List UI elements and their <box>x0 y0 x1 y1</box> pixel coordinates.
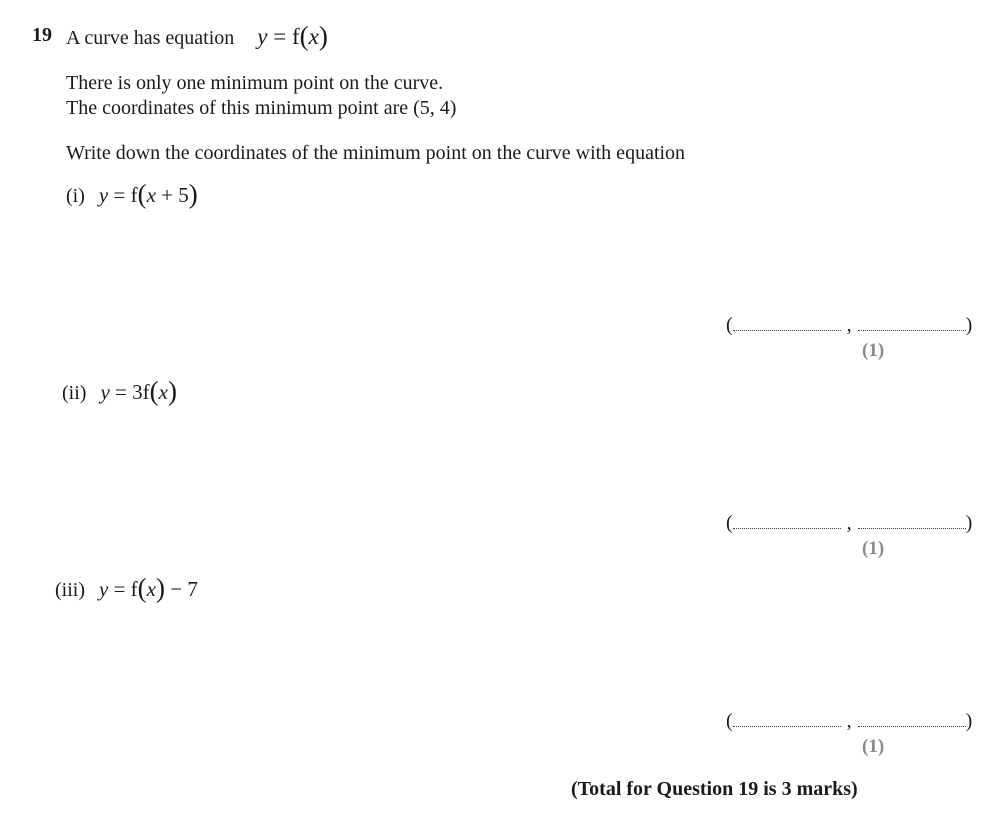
question-intro <box>66 21 328 51</box>
x-coordinate-blank[interactable] <box>733 318 841 331</box>
x-coordinate-blank[interactable] <box>733 714 841 727</box>
y-coordinate-blank[interactable] <box>858 318 966 331</box>
part-label: (iii) <box>55 579 85 601</box>
y-coordinate-blank[interactable] <box>858 714 966 727</box>
part-iii-marks: (1) <box>862 736 885 757</box>
part-i-marks: (1) <box>862 340 885 361</box>
question-number: 19 <box>32 24 52 46</box>
instruction-text: Write down the coordinates of the minimum point on the curve with equation <box>66 142 686 164</box>
part-i-answer-space[interactable]: ( , ) <box>726 314 973 336</box>
intro-text: A curve has equation <box>66 27 235 49</box>
x-coordinate-blank[interactable] <box>733 516 841 529</box>
part-iii-answer-space[interactable]: ( , ) <box>726 710 973 732</box>
part-ii-answer-space[interactable]: ( , ) <box>726 512 973 534</box>
part-ii-marks: (1) <box>862 538 885 559</box>
question-total-marks: (Total for Question 19 is 3 marks) <box>571 778 858 800</box>
part-ii-equation: (ii) y = 3f(x) <box>62 376 177 406</box>
info-line-2: The coordinates of this minimum point are (5, 4) <box>66 97 457 119</box>
part-label: (ii) <box>62 382 87 404</box>
part-iii-equation: (iii) y = f(x) − 7 <box>55 573 198 603</box>
info-line-1: There is only one minimum point on the curve. <box>66 72 444 94</box>
curve-equation: y = f(x) <box>257 21 328 51</box>
y-coordinate-blank[interactable] <box>858 516 966 529</box>
part-label: (i) <box>66 185 85 207</box>
part-i-equation: (i) y = f(x + 5) <box>66 179 198 209</box>
